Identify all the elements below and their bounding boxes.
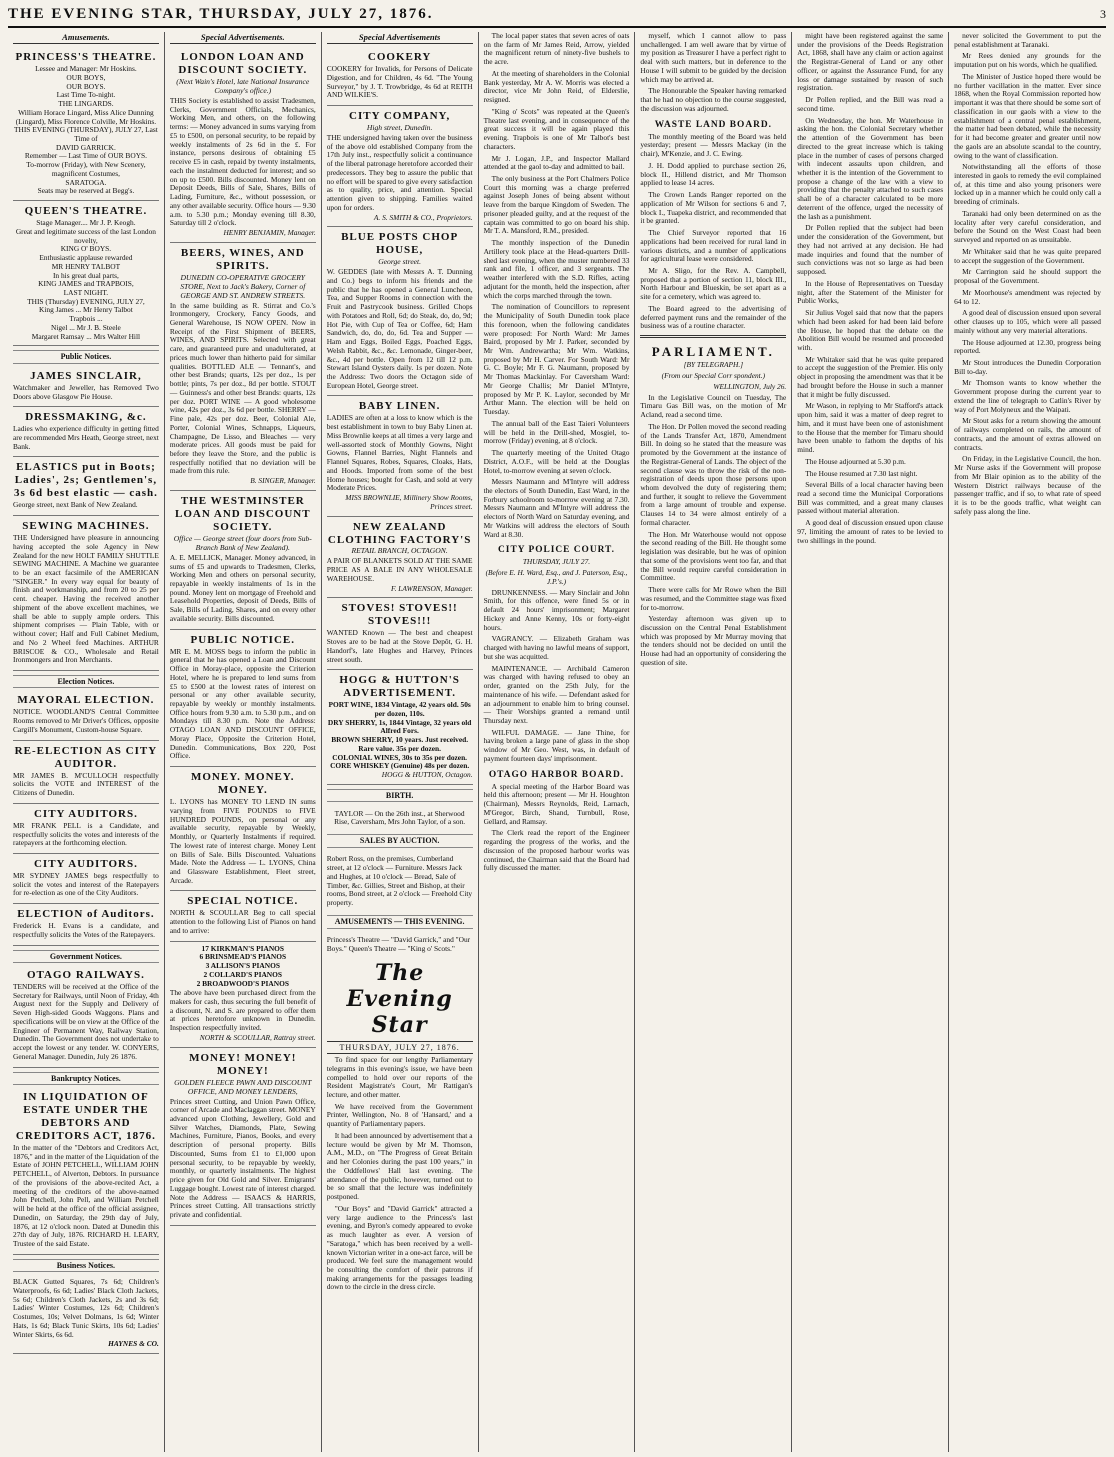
- bankruptcy-notice-advert: [13, 1087, 159, 1255]
- special-2-advert: [327, 106, 473, 227]
- special-advert-text: In the same building as R. Stirrat and Co.'s Ironmongery, Crockery, Fancy Goods, and General Warehouse, IS NOW OPEN. Now in Receipt of the First Shipment of BEERS, WINES, AND SPIRITS. Selected with great care, and guaranteed pure and unadulterated, at prices much lower than hitherto paid for similar qualities. BOTTLED ALE — Tennant's, and other best Brands; quarts, 12s per doz., 1s per bottle; pints, 7s per doz., 8d per bottle. STOUT — Guinness's and other best Brands: quarts, 12s per doz. PORT WINE — A good wholesome wine, 42s per doz., 3s 6d per bottle. SHERRY — Fine pale, 42s per doz. Beer, Colonial Ale, Porter, Colonial Wines, Schnapps, Liqueurs, Champagne, De Lisso, and Bleaches — very moderate prices. All goods must be paid for before they leave the Store, and the public is respectfully notified that no deviation will be made from this rule.: [169, 300, 316, 476]
- special-advert: [170, 491, 316, 630]
- column-1: [8, 32, 165, 1452]
- local-news-paragraph: The annual ball of the East Taieri Volunteers will be held in the Drill-shed, Mosgiel, to-morrow (Friday) evening, at 8 o'clock.: [483, 418, 630, 446]
- local-news-paragraph: The local paper states that seven acres of oats on the farm of Mr James Reid, Arrow, yielded the magnificent return of ninety-five bushels to the acre.: [483, 32, 630, 67]
- amusement-advert-line: THE LINGARDS.: [58, 99, 114, 109]
- section-header-amusements: Amusements.: [13, 32, 159, 44]
- government-notice-advert-title: OTAGO RAILWAYS.: [26, 969, 145, 982]
- special-advert-text: NORTH & SCOULLAR Beg to call special attention to the following List of Pianos on hand and to arrive:: [169, 908, 316, 935]
- waste-land-heading: WASTE LAND BOARD.: [654, 119, 772, 130]
- bankruptcy-notice-advert-title: IN LIQUIDATION OF ESTATE UNDER THE DEBTORS AND CREDITORS ACT, 1876.: [15, 1091, 156, 1142]
- special-advert-text: THIS Society is established to assist Tradesmen, Clerks, Government Officials, Mechanics, Working Men, and others, on the following terms: — Money advanced in sums varying from £5 to £500, on personal security, to be repaid by weekly instalments of 2s 6d in the £. For instance, persons desirous of obtaining £5 receive £5 in cash, repaid by twenty instalments, each the instalment deducted for interest; and so on up to £500. Bills discounted. Money lent on Deposit Deeds, Bills of Sale, Shares, Bills of Lading, Furniture, &c., without possession, or any other available security. Office hours — 9.30 a.m. to 5.30 p.m.; Monday evening till 8.30, Saturday till 2 o'clock.: [169, 95, 316, 228]
- election-notice-advert-text: MR JAMES B. M'CULLOCH respectfully solicits the VOTE and INTEREST of the Citizens of Dunedin.: [13, 770, 159, 798]
- public-notice-advert-text: George street, next Bank of New Zealand.: [13, 500, 138, 510]
- special-advert-title: MONEY. MONEY. MONEY.: [190, 771, 295, 797]
- amusement-advert-line: LAST NIGHT.: [63, 287, 109, 297]
- special-2-advert-list-item: BROWN SHERRY, 10 years. Just received. Rare value. 35s per dozen.: [331, 735, 469, 753]
- section-header-public-notices: Public Notices.: [13, 350, 159, 363]
- parliament-c7-paragraph: never solicited the Government to put the penal establishment at Taranaki.: [954, 32, 1101, 49]
- special-2-advert-list-item: DRY SHERRY, 1s, 1844 Vintage, 32 years old Alfred Fors.: [327, 717, 472, 736]
- police-court-report: [484, 545, 630, 763]
- public-notice-advert-text: Watchmaker and Jeweller, has Removed Two Doors above Glasgow Pie House.: [13, 382, 159, 401]
- special-2-advert-list-item: COLONIAL WINES, 30s to 35s per dozen.: [332, 752, 468, 762]
- public-notice-advert: [13, 407, 159, 457]
- business-advert: [13, 1274, 159, 1354]
- section-header-election-notices: Election Notices.: [13, 675, 159, 688]
- election-notice-advert-title: MAYORAL ELECTION.: [17, 694, 155, 707]
- parliament-c6-paragraph: A good deal of discussion ensued upon clause 97, limiting the amount of rates to be levied to two shillings in the pound.: [797, 518, 944, 545]
- election-notice-advert-title: ELECTION of Auditors.: [17, 908, 155, 921]
- local-news-paragraph: Messrs Naumann and M'Intyre will address the electors of South Dunedin, East Ward, in the Forbury schoolroom to-morrow evening at 7.30. Messrs Naumann and M'Intyre will address the electors of North Ward on Saturday evening, and Mr Watkins will address the electors of South Ward at 8.30.: [483, 477, 630, 539]
- special-2-advert-text: THE undersigned having taken over the business of the above old established Company from the 17th July inst., respectfully solicit a continuance of the liberal patronage heretofore accorded their predecessors. They beg to assure the public that no effort will be spared to give every satisfaction as to quality, price, and attention. Special attention given to shipping. Families waited upon for orders.: [326, 132, 473, 212]
- amusement-advert-title: PRINCESS'S THEATRE.: [15, 51, 157, 64]
- parliament-dateline: WELLINGTON, July 26.: [713, 381, 787, 391]
- special-2-advert-text: W. GEDDES (late with Messrs A. T. Dunning and Co.) begs to inform his friends and the public that he has opened a General Luncheon, Tea, and Supper Rooms in connection with the Fruit and Pastrycook business. Grilled Chops with Potatoes and Roll, 6d; do Steak, do, do, 9d; Hot Pie, with Cup of Tea or Coffee, 6d; Ham Sandwich, do, do, do, 6d. Tea and Supper — Ham and Eggs, Boiled Eggs, Poached Eggs, Welsh Rabbit, &c., &c. Lemonade, Ginger-beer, &c., 4d per bottle. Open from 12 till 12 p.m. Stewart Island Oysters daily. 1s per dozen. Note the Address: Two doors the Octagon side of European Hotel, George street.: [326, 267, 473, 390]
- special-advert-text: Princes street Cutting, and Union Pawn Office, corner of Arcade and Maclaggan street. MONEY advanced upon Clothing, Jewellery, Gold and Silver Watches, Diamonds, Plate, Sewing Machines, Furniture, Pianos, Books, and every description of personal property. Bills Discounted, Sums from £1 to £1,000 upon personal security, to be repayable by weekly, monthly, or quarterly instalments. The highest price given for Old Gold and Silver. Emigrants' Luggage bought. Lowest rate of interest charged. Note the Address — ISAACS & HARRIS, Princes street Cutting. All transactions strictly private and confidential.: [169, 1096, 316, 1220]
- election-notice-advert-title: CITY AUDITORS.: [33, 807, 138, 820]
- local-news-paragraph: "King o' Scots" was repeated at the Queen's Theatre last evening, and in consequence of the great success it will be again played this evening. Trapbois is one of Mr Talbot's best characters.: [483, 106, 630, 151]
- harbour-board-paragraph: A special meeting of the Harbor Board was held this afternoon; present — Mr H. Houghton (Chairman), Messrs Reynolds, Reid, Larnach, M'Gregor, Birch, Shand, Turnbull, Rose, Gellard, and Ramsay.: [483, 781, 630, 826]
- police-court-paragraph: WILFUL DAMAGE. — Jane Thine, for having broken a large pane of glass in the shop window of Mr Geo. West, was, in default of payment fourteen days' imprisonment.: [483, 727, 630, 763]
- parliament-paragraph: There were calls for Mr Rowe when the Bill was resumed, and the Committee stage was fixed for to-morrow.: [640, 585, 787, 612]
- special-2-advert-list-item: CORE WHISKEY (Genuine) 48s per dozen.: [330, 761, 470, 771]
- special-2-advert-text: LADIES are often at a loss to know which is the best establishment in town to buy Baby Linen at. Miss Brownlie keeps at all times a very large and well-assorted stock of Monthly Gowns, Night Gowns, Flannel Barries, Night Flannels and Flannel Squares, Robes, Squares, Cloaks, Hats, and Hoods. Imported from some of the best Home houses; bought for Cash, and sold at very Moderate Prices.: [326, 413, 473, 493]
- election-notice-advert-text: MR SYDNEY JAMES begs respectfully to solicit the votes and interest of the Ratepayers for re-election as one of the City Auditors.: [13, 870, 159, 898]
- business-advert-text: BLACK Gutted Squares, 7s 6d; Children's Waterproofs, 6s 6d; Ladies' Black Cloth Jackets, 5s 6d; Children's Cloth Jackets, 2s and 3s 6d; Ladies' Winter Costumes, 12s 6d; Children's Costumes, 10s; Velvet Dolmans, 1s 6d; Winter Hats, 1s 6d; Black Tunic Skirts, 10s 6d; Ladies' Winter Skirts, 6s 6d.: [13, 1277, 159, 1339]
- public-notice-advert-title: ELASTICS put in Boots; Ladies', 2s; Gentlemen's, 3s 6d best elastic — cash.: [13, 461, 158, 500]
- waste-land-paragraph: The Board agreed to the advertising of deferred payment runs and the remainder of the business was of a routine character.: [640, 303, 787, 331]
- local-news-paragraph: The only business at the Port Chalmers Police Court this morning was a charge preferred against Joseph Jones of being absent without leave from the barque Kingdom of Sweden. The prisoner pleaded guilty, and at the request of the captain was committed to go on board his ship. Mr T. A. Mansford, R.M., presided.: [483, 174, 630, 236]
- page-number: 3: [1100, 7, 1106, 21]
- waste-land-board-report: [640, 120, 786, 332]
- amusement-advert-line: King James ... Mr Henry Talbot: [39, 305, 133, 315]
- election-notice-advert: [13, 854, 159, 904]
- government-notice-advert: [13, 965, 159, 1068]
- special-2-advert: [327, 396, 473, 516]
- public-notice-advert: [13, 457, 159, 516]
- parliament-report: [640, 344, 786, 668]
- special-advert-sign: HENRY BENJAMIN, Manager.: [223, 228, 316, 237]
- public-notice-advert-title: DRESSMAKING, &c.: [25, 411, 147, 424]
- column-2: [165, 32, 322, 1452]
- amusement-advert-line: Lessee and Manager: Mr Hoskins.: [35, 64, 137, 74]
- special-2-advert: [327, 47, 473, 106]
- parliament-from: (From our Special Corr spondent.): [661, 371, 766, 381]
- editorial-paragraph: "Our Boys" and "David Garrick" attracted a very large audience to the Princess's last evening, and Byron's comedy appeared to evoke as much laughter as ever. A version of "Saratoga," which has been received by a well-known Victorian writer in a one-act farce, will be produced. We feel sure the management would be consulting the comfort of their patrons if making arrangements for the passages leading down to the circle in the dress circle.: [326, 1203, 473, 1292]
- business-advert-sign: HAYNES & CO.: [108, 1339, 159, 1349]
- column-3: [322, 32, 479, 1452]
- special-advert-list-item: 2 BROADWOOD'S PIANOS: [196, 978, 289, 988]
- special-advert-title: SPECIAL NOTICE.: [187, 895, 299, 908]
- special-2-advert-sign: MISS BROWNLIE, Millinery Show Rooms, Princes street.: [345, 493, 473, 511]
- special-2-advert: [327, 517, 473, 599]
- local-news-paragraph: The monthly inspection of the Dunedin Artillery took place at the Head-quarters Drill-shed last evening, when the muster numbered 33 rank and file, 1 officer, and 3 sergeants. The weather interfered with the S.D. Rifles, acting adjutant for the month, held the inspection, after which the corps marched through the town.: [483, 238, 630, 300]
- parliament-c7-paragraph: Mr Carrington said he should support the proposal of the Government.: [954, 267, 1101, 286]
- nameplate-date: THURSDAY, JULY 27, 1876.: [327, 1041, 473, 1054]
- waste-land-paragraph: The monthly meeting of the Board was held yesterday; present — Messrs Mackay (in the chair), M'Kenzie, and J. C. Ewing.: [640, 131, 787, 159]
- parliament-c6-paragraph: Mr Whitaker said that he was quite prepared to accept the suggestion of the Premier. His only object in proposing the amendment was that it be had brought before the House in such a manner that it might be fully discussed.: [797, 354, 944, 399]
- police-court-paragraph: MAINTENANCE. — Archibald Cameron was charged with having refused to obey an order, granted on the 25th July, for the maintenance of his wife. — Defendant asked for an adjournment to enable him to bring counsel. — Their Worships granted a remand until Thursday next.: [483, 663, 630, 725]
- parliament-c7-paragraph: The Minister of Justice hoped there would be no further vacillation in the matter. Ever since 1868, when the Royal Commission reported how important it was that there should be some sort of classification in our gaols with a view to the establishment of a central penal establishment, the matter had been debated, while the necessity for it had become greater and greater until now the gaols are an absolute scandal to the country, owing to the want of classification.: [954, 71, 1101, 160]
- amusement-advert-line: OUR BOYS,: [66, 72, 106, 82]
- special-advert-list-item: 2 COLLARD'S PIANOS: [203, 969, 282, 979]
- auction-header: SALES BY AUCTION.: [327, 834, 473, 847]
- parliament-continued-2: [954, 32, 1101, 516]
- amusement-advert: [13, 47, 159, 201]
- harbour-board-heading: OTAGO HARBOR BOARD.: [488, 769, 625, 780]
- special-advert-list-item: 17 KIRKMAN'S PIANOS: [201, 943, 285, 953]
- public-notice-advert-text: Ladies who experience difficulty in getting fitted are recommended Mrs Heath, George street, next Bank.: [13, 424, 159, 451]
- special-advert: [170, 891, 316, 941]
- special-2-advert-sign: A. S. SMITH & CO., Proprietors.: [373, 212, 473, 222]
- special-advert-subtitle: Office — George street (four doors from Sub-Branch Bank of New Zealand).: [173, 533, 312, 552]
- election-notice-advert-text: NOTICE. WOODLAND'S Central Committee Rooms removed to Mr Driver's Offices, opposite Cargill's Monument, Custom-house Square.: [13, 707, 159, 734]
- special-2-advert-subtitle: George street.: [378, 257, 422, 267]
- special-advert-list-item: 3 ALLISON'S PIANOS: [205, 961, 280, 971]
- birth-notice: TAYLOR — On the 26th inst., at Sherwood Rise, Caversham, Mrs John Taylor, of a son.: [334, 808, 466, 827]
- special-advert-list-item: 6 BRINSMEAD'S PIANOS: [199, 952, 287, 962]
- section-header-special-advertisements: Special Advertisements.: [170, 32, 316, 44]
- parliament-c7-paragraph: Mr Thomson wants to know whether the Government propose during the current year to extend the line of telegraph to Catlin's River by way of Port Molyneux and the Waipati.: [954, 378, 1101, 414]
- special-advert: [170, 630, 316, 768]
- parliament-c6-paragraph: On Wednesday, the hon. Mr Waterhouse in asking the hon. the Colonial Secretary whether the attention of the Government has been directed to the great increase which is taking place in the number of cases of persons charged with indecent assaults upon children, and whether it is the intention of the Government to propose a change of the law with a view to providing that the penalty attached to such cases shall be of a character calculated to be more deterrent of the offence, urged the necessity of the lash as a punishment.: [797, 115, 944, 221]
- editorial-paragraph: To find space for our lengthy Parliamentary telegrams in this evening's issue, we have been compelled to hold over our reports of the Resident Magistrate's Court, Mr Rattigan's lecture, and other matter.: [326, 1055, 473, 1100]
- special-2-advert-list-item: PORT WINE, 1834 Vintage, 42 years old. 50s per dozen, 110s.: [328, 700, 471, 718]
- special-advert-sign: B. SINGER, Manager.: [250, 476, 316, 486]
- amusement-advert-line: DAVID GARRICK.: [56, 142, 116, 152]
- bankruptcy-notice-advert-text: In the matter of the "Debtors and Creditors Act, 1876," and in the matter of the Liquidation of the Estate of JOHN PETCHELL, WILLIAM JOHN PETCHELL, of Alverton, Debtors. In pursuance of the provisions of the above-recited Act, a meeting of the creditors of the above-named John Petchell, John Pell, and William Petchell will be held at the office of the official assignee, Dunedin, on Saturday, the 29th day of July, 1876, at 12 o'clock noon. Dated at Dunedin this 27th day of July, 1876. RICHARD H. LEARY, Trustee of the said Estate.: [13, 1142, 159, 1248]
- election-notice-advert: [13, 741, 159, 804]
- special-advert-title: PUBLIC NOTICE.: [190, 633, 295, 646]
- parliament-c7-paragraph: Mr Whitaker said that he was quite prepared to accept the suggestion of the Government.: [954, 246, 1101, 265]
- nameplate: [327, 961, 473, 1054]
- special-advert: [170, 942, 316, 1048]
- public-notice-advert: [13, 516, 159, 671]
- continued-paragraph: myself, which I cannot allow to pass unchallenged. I am well aware that by virtue of my position as Treasurer I have a perfect right to deal with such matters, but in deference to the House I will submit to be guided by the decision which may be arrived at.: [640, 32, 787, 84]
- parliament-continued: [797, 32, 943, 545]
- special-advert: [170, 47, 316, 243]
- parliament-paragraph: Yesterday afternoon was given up to discussion on the Central Penal Establishment which was proposed by Mr Murray moving that the tenders should not be decided on until the House had had an opportunity of considering the question of site.: [640, 614, 787, 667]
- parliament-c7-paragraph: The House adjourned at 12.30, progress being reported.: [954, 337, 1101, 356]
- section-header-special-advertisements-2: Special Advertisements: [327, 32, 473, 44]
- parliament-c7-paragraph: Mr Moorhouse's amendment was rejected by 64 to 12.: [954, 287, 1101, 306]
- masthead-title: THE EVENING STAR, THURSDAY, JULY 27, 1876.: [8, 6, 434, 22]
- amusement-advert-title: QUEEN'S THEATRE.: [24, 205, 148, 218]
- waste-land-paragraph: J. H. Dodd applied to purchase section 26, block II., Hillend district, and Mr Thomson applied to lease 14 acres.: [640, 160, 787, 188]
- births-header: BIRTH.: [327, 789, 473, 802]
- amusement-advert-line: MR HENRY TALBOT: [51, 261, 121, 271]
- parliament-byline: [BY TELEGRAPH.]: [683, 360, 744, 370]
- section-header-government-notices: Government Notices.: [13, 950, 159, 963]
- special-2-advert-title: BABY LINEN.: [358, 400, 441, 413]
- special-2-advert-title: HOGG & HUTTON'S ADVERTISEMENT.: [339, 674, 460, 700]
- continued-paragraph: The Honourable the Speaker having remarked that he had no objection to the course suggested, the discussion was adjourned.: [640, 86, 787, 113]
- special-2-advert-title: STOVES! STOVES!! STOVES!!!: [341, 602, 458, 628]
- amusement-advert-line: Margaret Ramsay ... Mrs Walter Hill: [31, 331, 141, 341]
- amusement-advert-line: Trapbois ...: [69, 314, 103, 324]
- election-notice-advert-text: Frederick H. Evans is a candidate, and respectfully solicits the Votes of the Ratepayers.: [13, 921, 159, 939]
- harbour-board-report: [484, 770, 630, 873]
- amusement-advert-line: OUR BOYS.: [66, 81, 106, 91]
- section-header-bankruptcy-notices: Bankruptcy Notices.: [13, 1072, 159, 1085]
- special-advert-text: The above have been purchased direct from the makers for cash, thus securing the full benefit of a discount, N. and S. are prepared to offer them at prices heretofore unknown in Dunedin. Inspection respectfully invited.: [169, 988, 316, 1033]
- amusement-advert-line: Great and legitimate success of the last London novelty,: [15, 226, 157, 245]
- special-2-advert-title: CITY COMPANY,: [349, 110, 451, 123]
- special-2-advert-title: NEW ZEALAND CLOTHING FACTORY'S: [327, 520, 472, 546]
- police-court-heading: CITY POLICE COURT.: [498, 545, 615, 556]
- parliament-c7-paragraph: Notwithstanding all the efforts of those interested in gaols to remedy the evil complained of, at this time and also young prisoners were locked up in a manner which he could only call a breeding of criminals.: [954, 162, 1101, 207]
- parliament-c6-paragraph: Mr Wason, in replying to Mr Stafford's attack upon him, said it was a matter of deep regret to him, and it must have been one of astonishment to the House that the member for Timaru should have been unable to fathom the depths of his mind.: [797, 401, 944, 455]
- waste-land-paragraph: The Crown Lands Ranger reported on the application of Mr Wilson for sections 6 and 7, block I., Tuapeka district, and recommended that it be granted.: [640, 190, 787, 226]
- local-news: [484, 32, 630, 539]
- parliament-paragraph: The Hon. Dr Pollen moved the second reading of the Lands Transfer Act, 1870, Amendment Bill. In doing so he stated that the measure was promoted by the Government at the instance of the Registrar-General of Lands. The object of the second clause was to throw the risk of the non-registration of deeds upon those persons upon whom devolved the duty of registering them; and further, it sought to relieve the Government from a large amount of trouble and expense. Clauses 14 to 34 were almost entirely of a formal character.: [640, 421, 787, 527]
- election-notice-advert: [13, 904, 159, 945]
- special-2-advert: [327, 227, 473, 396]
- waste-land-paragraph: Mr A. Sligo, for the Rev. A. Campbell, proposed that a portion of section 11, block III., North Harbour and Blueskin, be set apart as a site for a cemetery, which was agreed to.: [640, 265, 787, 302]
- special-advert-text: L. LYONS has MONEY TO LEND IN sums varying from FIVE POUNDS to FIVE HUNDRED POUNDS, on personal or any available security, repayable by Weekly, Monthly, or Quarterly Instalments if required. The lowest rate of interest charge. Money Lent on Bills of Sale. Bills Discounted. Valuations Made. Note the Address — L. LYONS, China and Glassware Establishment, Fleet street, Arcade.: [169, 797, 316, 885]
- public-notice-advert: [13, 366, 159, 407]
- local-news-paragraph: At the meeting of shareholders in the Colonial Bank yesterday, Mr A. W. Morris was elected a director, vice Mr John Reid, of Elderslie, resigned.: [483, 68, 630, 105]
- police-court-paragraph: VAGRANCY. — Elizabeth Graham was charged with having no lawful means of support, but she was acquitted.: [483, 634, 630, 661]
- special-advert-subtitle: GOLDEN FLEECE PAWN AND DISCOUNT OFFICE, AND MONEY LENDERS,: [174, 1077, 312, 1096]
- special-advert-subtitle: DUNEDIN CO-OPERATIVE GROCERY STORE, Next to Jack's Bakery, Corner of GEORGE AND ST. ANDREW STREETS.: [180, 272, 306, 300]
- harbour-board-paragraph: The Clerk read the report of the Engineer regarding the progress of the works, and the discussion of the proposed harbour works was continued, the Chairman said that the Board had fully discussed the matter.: [483, 828, 630, 873]
- amusement-advert-line: In his great dual parts,: [52, 270, 119, 280]
- amusement-advert-line: KING O' BOYS.: [60, 244, 112, 254]
- amusement-advert-line: Enthusiastic applause rewarded: [39, 253, 133, 263]
- government-notice-advert-text: TENDERS will be received at the Office of the Secretary for Railways, until Noon of Friday, 4th August next for the Supply and Delivery of Seven High-sided Goods Waggons. Plans and specifications will be on view at the Office of the Engineer of Permanent Way, Railway Station, Dunedin. The Government does not undertake to accept the lowest or any tender. W. CONYERS, General Manager. Dunedin, July 26 1876.: [13, 981, 159, 1061]
- section-header-business-notices: Business Notices.: [13, 1259, 159, 1272]
- continued-report: [640, 32, 786, 114]
- public-notice-advert-text: THE Undersigned have pleasure in announcing having accepted the sole Agency in New Zealand for the new HOLT FAMILY SHUTTLE SEWING MACHINE. A Machine we guarantee to be an exact facsimile of the AMERICAN "SINGER." In every way equal for beauty of finish and workmanship, and from 20 to 25 per cent. cheaper. Having the received another shipment of the above excellent machines, we shall be able to supply ample orders. This shipment comprises — Plain Table, with or without cover; Half and Full Cabinet Medium, and No 2 Wheel feed Machines. ARTHUR BRISCOE & CO., Wholesale and Retail Ironmongers and Iron Merchants.: [13, 533, 159, 665]
- editorial: [327, 1056, 473, 1292]
- parliament-c7-paragraph: Mr Stout asks for a return showing the amount of railways completed on rails, the amount of contracts, and the amount of extras allowed on contracts.: [954, 416, 1101, 452]
- election-notice-advert-text: MR FRANK PELL is a Candidate, and respectfully solicits the votes and interests of the ratepayers at the forthcoming election.: [13, 820, 159, 848]
- amusement-advert-line: THIS (Thursday) EVENING, JULY 27,: [27, 296, 145, 306]
- election-notice-advert-title: RE-ELECTION AS CITY AUDITOR.: [14, 744, 158, 770]
- parliament-c6-paragraph: The House resumed at 7.30 last night.: [805, 468, 918, 478]
- police-court-date: THURSDAY, JULY 27.: [522, 557, 591, 567]
- special-2-advert-subtitle: RETAIL BRANCH, OCTAGON.: [351, 546, 448, 556]
- columns: [8, 32, 1106, 1452]
- parliament-c6-paragraph: Sir Julius Vogel said that now that the papers which had been asked for had been laid before the House, he hoped that the debate on the Abolition Bill would be resumed and proceeded with.: [797, 308, 944, 352]
- amusement-advert-line: Nigel ... Mr J. B. Steele: [51, 322, 121, 332]
- special-advert-subtitle: (Next Wain's Hotel, late National Insurance Company's office.): [176, 77, 310, 96]
- column-7: [949, 32, 1106, 1452]
- special-2-advert-subtitle: High street, Dunedin.: [366, 123, 433, 133]
- election-notice-advert-title: CITY AUDITORS.: [33, 857, 138, 870]
- parliament-c6-paragraph: Dr Pollen replied, and the Bill was read a second time.: [797, 95, 944, 113]
- amusement-advert-line: SARATOGA.: [65, 177, 107, 187]
- police-court-bench: (Before E. H. Ward, Esq., and J. Paterson, Esq., J.P.'s.): [485, 568, 628, 586]
- special-advert-title: MONEY! MONEY! MONEY!: [189, 1051, 297, 1077]
- special-2-advert-title: BLUE POSTS CHOP HOUSE,: [341, 231, 459, 257]
- special-2-advert-text: WANTED Known — The best and cheapest Stoves are to be had at the Stove Depôt, G. H. Handorf's, late Hughes and Harvey, Princes street south.: [326, 628, 473, 664]
- divider: [640, 335, 786, 338]
- special-advert-title: LONDON LOAN AND DISCOUNT SOCIETY.: [178, 51, 308, 77]
- amusements-tonight-text: Princess's Theatre — "David Garrick," and "Our Boys." Queen's Theatre — "King o' Scots.": [326, 934, 471, 953]
- public-notice-advert-title: JAMES SINCLAIR,: [30, 369, 142, 382]
- parliament-c6-paragraph: In the House of Representatives on Tuesday night, after the Statement of the Minister for Public Works,: [797, 278, 944, 306]
- column-5: [635, 32, 792, 1452]
- waste-land-paragraph: The Chief Surveyor reported that 16 applications had been received for rural land in various districts, and a number of applications for agricultural lease were considered.: [640, 228, 787, 264]
- nameplate-title: The Evening Star: [346, 959, 453, 1038]
- parliament-heading: PARLIAMENT.: [651, 344, 775, 360]
- parliament-c6-paragraph: might have been registered against the same under the provisions of the Deeds Registration Act, 1868, shall have any claim or action against the Registrar-General of Land or any other officer, or against the Assurance Fund, for any loss or damage sustained by reason of such registration.: [797, 32, 944, 93]
- editorial-paragraph: It had been announced by advertisement that a lecture would be given by Mr M. Thomson, A.M., M.D., on "The Progress of Great Britain and her Colonies during the past 100 years," in the Oddfellows' Hall last evening. The attendance of the public, however, turned out to be so small that the lecture was indefinitely postponed.: [326, 1130, 473, 1202]
- special-2-advert: [327, 598, 473, 670]
- amusement-advert-line: Last Time To-night.: [56, 90, 116, 100]
- local-news-paragraph: The nomination of Councillors to represent the Municipality of South Dunedin took place this forenoon, when the following candidates were proposed: For North Ward: Mr James Baird, proposed by Mr J. Parker, seconded by Mr Wm. Andrewartha; Mr Wm. Watkins, proposed by Mr H. Carver. For South Ward: Mr G. C. Boyle; Mr F. G. Naumann, proposed by Mr Thomas Mackinlay. For Caversham Ward: Mr George Challis; Mr Daniel M'Intyre, proposed by Mr P. K. Laylor, seconded by Mr Arthur Mann. The election will be held on Tuesday.: [483, 302, 630, 417]
- special-2-advert-text: COOKERY for Invalids, for Persons of Delicate Digestion, and for Children, 4s 6d. "The Young Surveyor," by J. T. Trowbridge, 4s 6d at REITH AND WILKIE'S.: [326, 64, 473, 100]
- parliament-c6-paragraph: Dr Pollen replied that the subject had been under the consideration of the Government, but they had not arrived at any decision. He had made inquiries and found that the number of such convictions was not so large as had been supposed.: [797, 223, 944, 277]
- special-advert-text: MR E. M. MOSS begs to inform the public in general that he has opened a Loan and Discount Office in Moray-place, opposite the Criterion Hotel, where he is prepared to lend sums from £5 to £500 at the lowest rates of interest on personal or any other available security, repayable by weekly or monthly instalments. Office hours from 9.30 a.m. to 5.30 p.m., and on Mondays till 8.30 p.m. Note the Address: OTAGO LOAN AND DISCOUNT OFFICE, Moray Place, Opposite the Criterion Hotel, Dunedin. Communications, Box 220, Post Office.: [169, 646, 316, 761]
- amusement-advert-line: To-morrow (Friday), with New Scenery, magnificent Costumes,: [26, 160, 146, 178]
- parliament-c7-paragraph: Mr Stout introduces the Dunedin Corporation Bill to-day.: [954, 357, 1101, 376]
- parliament-c7-paragraph: Taranaki had only been determined on as the locality after very careful consideration, and before the Sound on the West Coast had been surveyed and reported on as unsuitable.: [954, 208, 1101, 245]
- parliament-c7-paragraph: A good deal of discussion ensued upon several other clauses up to 105, which were all passed mainly without any very material alterations.: [954, 308, 1101, 335]
- special-2-advert-text: A PAIR OF BLANKETS SOLD AT THE SAME PRICE AS A BALE IN ANY WHOLESALE WAREHOUSE.: [326, 556, 473, 583]
- amusement-advert-line: Remember — Last Time of OUR BOYS.: [24, 151, 147, 161]
- election-notice-advert: [13, 690, 159, 740]
- parliament-c6-paragraph: Several Bills of a local character having been read a second time the Municipal Corporations Bill was committed, and a great many clauses passed without material alteration.: [797, 480, 944, 516]
- special-2-advert: [327, 670, 473, 785]
- police-court-paragraph: DRUNKENNESS. — Mary Sinclair and John Smith, for this offence, were fined 5s or in default 24 hours' imprisonment; Margaret Hickey and Anne Kenny, 10s or forty-eight hours.: [483, 587, 630, 632]
- special-advert: [170, 1048, 316, 1226]
- special-advert-title: THE WESTMINSTER LOAN AND DISCOUNT SOCIETY.: [174, 494, 311, 533]
- parliament-c7-paragraph: On Friday, in the Legislative Council, the hon. Mr Nurse asks if the Government will propose from Mr Blair opinion as to the ability of the Western District railways because of the passenger traffic, and if so, to what rate of speed it is to be the goods traffic, what weight can safely pass along the line.: [954, 454, 1101, 516]
- local-news-paragraph: The quarterly meeting of the United Otago District, A.O.F., will be held at the Douglas Hotel, to-morrow evening at seven o'clock.: [483, 448, 630, 475]
- parliament-c6-paragraph: The House adjourned at 5.30 p.m.: [805, 456, 906, 466]
- column-4: [479, 32, 636, 1452]
- special-2-advert-title: COOKERY: [367, 51, 432, 64]
- parliament-paragraph: The Hon. Mr Waterhouse would not oppose the second reading of the Bill. He thought some legislation was desirable, but he was of opinion that some of the provisions went too far, and that the Bill would require careful consideration in Committee.: [640, 529, 787, 583]
- amusement-advert-line: Seats may be reserved at Begg's.: [37, 186, 135, 196]
- election-notice-advert: [13, 804, 159, 854]
- amusement-advert-line: KING JAMES and TRAPBOIS,: [38, 279, 134, 289]
- special-advert-sign: NORTH & SCOULLAR, Rattray street.: [199, 1032, 316, 1042]
- amusement-advert-line: Stage Manager.... Mr J. P. Keogh.: [36, 218, 136, 228]
- special-advert: [170, 767, 316, 891]
- amusements-tonight-header: AMUSEMENTS — THIS EVENING.: [327, 915, 473, 928]
- special-advert: [170, 243, 316, 491]
- special-advert-text: A. E. MELLICK, Manager. Money advanced, in sums of £5 and upwards to Tradesmen, Clerks, Working Men and others on personal security, repayable in weekly instalments of 1s in the pound. Money lent on mortgage of Freehold and Leasehold Properties, deposit of Deeds, Bills of Sale, Bills of Lading, Shares, and on every other available security. Bills discounted.: [169, 552, 316, 623]
- amusement-advert-line: William Horace Lingard, Miss Alice Dunning (Lingard), Miss Florence Colville, Mr Hoskins.: [15, 107, 157, 126]
- parliament-paragraph: In the Legislative Council on Tuesday, The Timaru Gas Bill was, on the motion of Mr Acland, read a second time.: [640, 392, 787, 420]
- amusement-advert: [13, 201, 159, 346]
- column-6: [792, 32, 949, 1452]
- special-2-advert-sign: F. LAWRENSON, Manager.: [391, 583, 473, 593]
- masthead: [8, 6, 1106, 28]
- public-notice-advert-title: SEWING MACHINES.: [22, 520, 150, 533]
- special-2-advert-sign: HOGG & HUTTON, Octagon.: [381, 770, 473, 780]
- amusement-advert-line: THIS EVENING (THURSDAY), JULY 27, Last Time of: [13, 125, 158, 143]
- local-news-paragraph: Mr J. Logan, J.P., and Inspector Mallard attended at the gaol to-day and admitted to bail.: [483, 153, 630, 172]
- parliament-c7-paragraph: Mr Rees denied any grounds for the imputation put on his words, which he qualified.: [954, 51, 1101, 70]
- editorial-paragraph: We have received from the Government Printer, Wellington, No. 8 of 'Hansard,' and a quantity of Parliamentary papers.: [326, 1101, 473, 1129]
- auction-text: Robert Ross, on the premises, Cumberland street, at 12 o'clock — Furniture. Messrs Jack and Hughes, at 10 o'clock — Bread, Sale of Timber, &c. Gillies, Street and Bishop, at their rooms, Bond street, at 2 o'clock — Freehold City property.: [326, 854, 473, 907]
- special-advert-title: BEERS, WINES, AND SPIRITS.: [180, 246, 305, 272]
